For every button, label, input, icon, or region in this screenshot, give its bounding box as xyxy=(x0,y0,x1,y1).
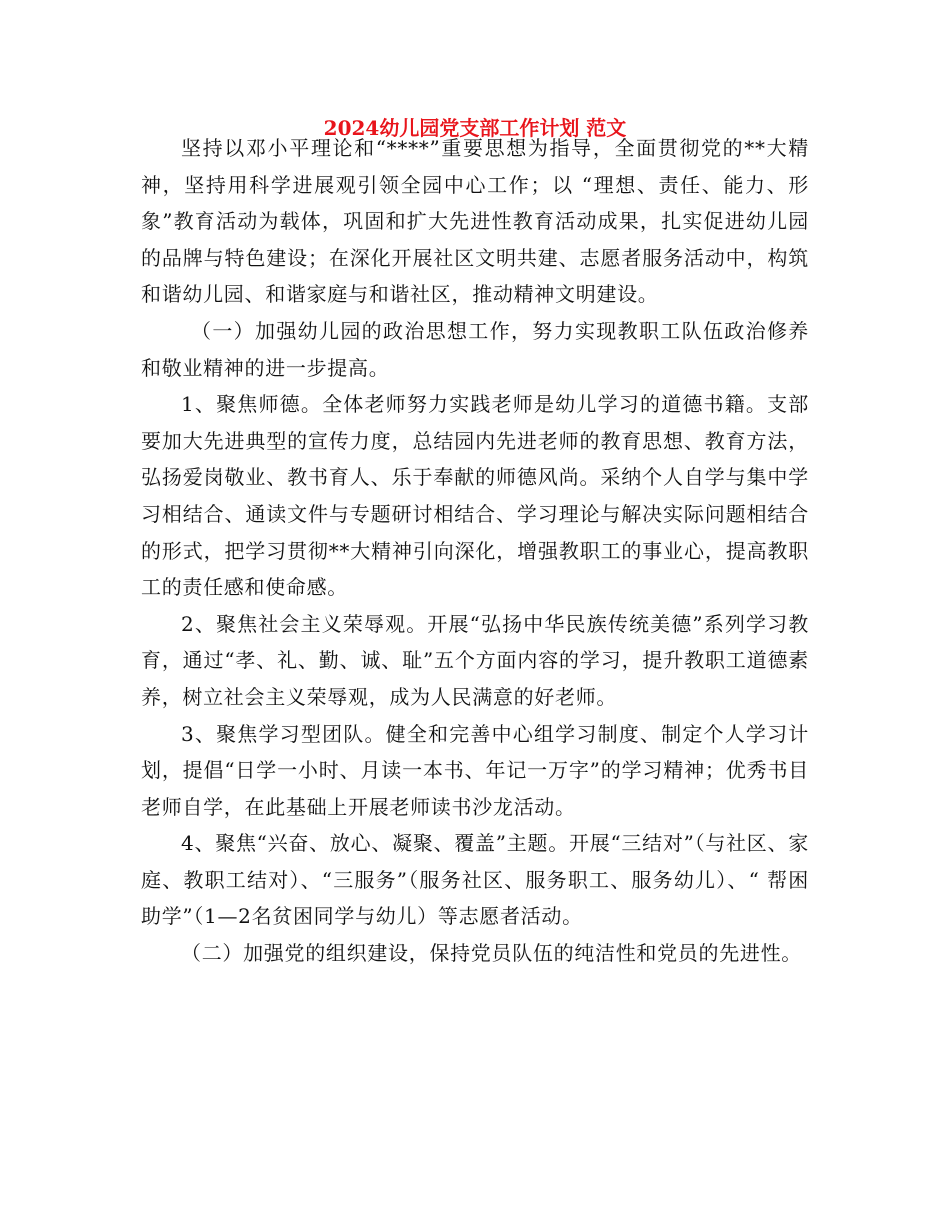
paragraph-item-2: 2、聚焦社会主义荣辱观。开展“弘扬中华民族传统美德”系列学习教育，通过“孝、礼、勤、诚、耻”五个方面内容的学习，提升教职工道德素养，树立社会主义荣辱观，成为人民满意的好老师。 xyxy=(141,611,809,709)
paragraph-item-4: 4、聚焦“兴奋、放心、凝聚、覆盖”主题。开展“三结对”（与社区、家庭、教职工结对）、“三服务”（服务社区、服务职工、服务幼儿）、“ 帮困助学”（1—2名贫困同学与幼儿）等志愿者活动。 xyxy=(141,831,809,929)
paragraph-intro: 坚持以邓小平理论和“****”重要思想为指导，全面贯彻党的**大精神，坚持用科学进展观引领全园中心工作；以 “理想、责任、能力、形象”教育活动为载体，巩固和扩大先进性教育活动成果，扎实促进幼儿园的品牌与特色建设；在深化开展社区文明共建、志愿者服务活动中，构筑和谐幼儿园、和谐家庭与和谐社区，推动精神文明建设。 xyxy=(141,136,809,307)
paragraph-item-3: 3、聚焦学习型团队。健全和完善中心组学习制度、制定个人学习计划，提倡“日学一小时、月读一本书、年记一万字”的学习精神；优秀书目老师自学，在此基础上开展老师读书沙龙活动。 xyxy=(141,721,809,819)
paragraph-section-1: （一）加强幼儿园的政治思想工作，努力实现教职工队伍政治修养和敬业精神的进一步提高。 xyxy=(141,318,809,380)
document-body xyxy=(141,130,809,972)
paragraph-section-2: （二）加强党的组织建设，保持党员队伍的纯洁性和党员的先进性。 xyxy=(181,941,802,966)
document-title: 2024幼儿园党支部工作计划 范文 xyxy=(323,116,627,140)
paragraph-item-1: 1、聚焦师德。全体老师努力实践老师是幼儿学习的道德书籍。支部要加大先进典型的宣传力度，总结园内先进老师的教育思想、教育方法，弘扬爱岗敬业、教书育人、乐于奉献的师德风尚。采纳个人自学与集中学习相结合、通读文件与专题研讨相结合、学习理论与解决实际问题相结合的形式，把学习贯彻**大精神引向深化，增强教职工的事业心，提高教职工的责任感和使命感。 xyxy=(141,392,809,600)
